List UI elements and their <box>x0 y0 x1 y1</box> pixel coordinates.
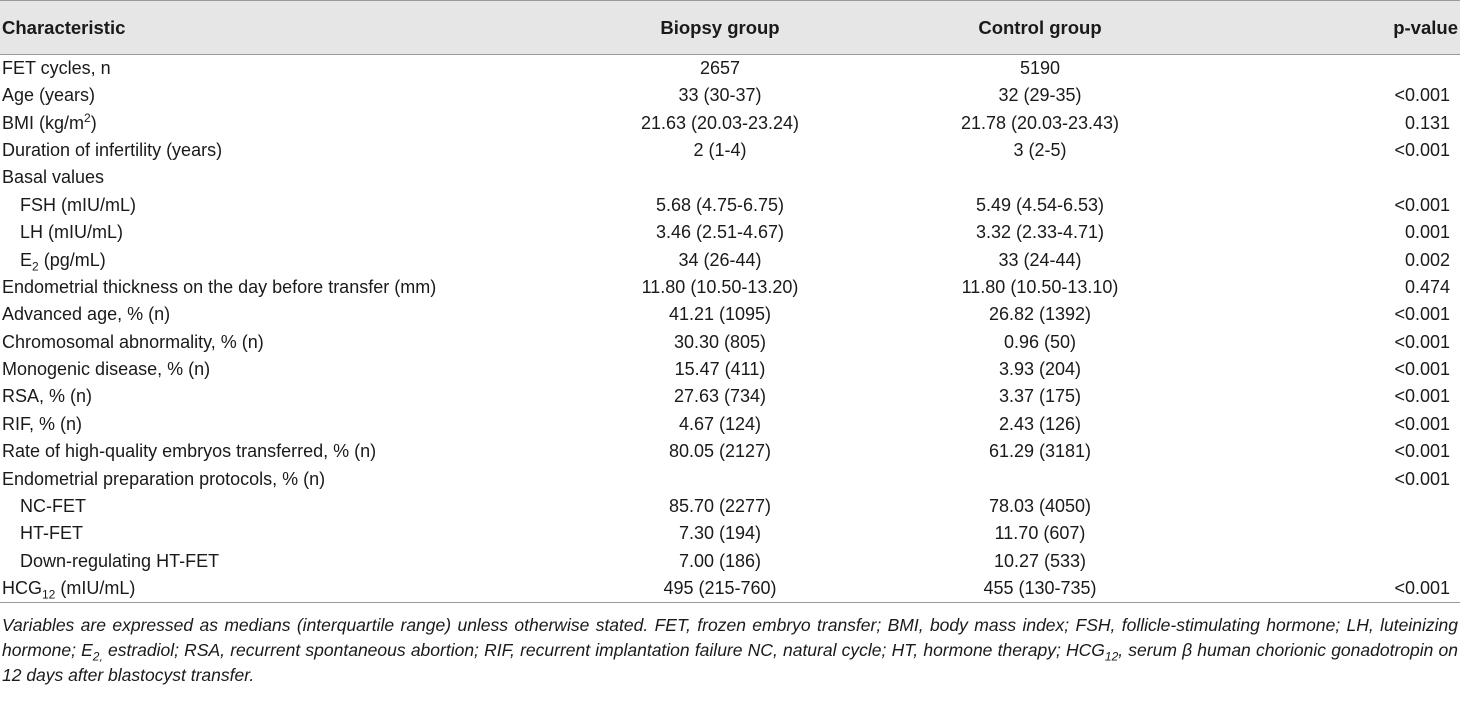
cell-control: 5190 <box>1019 58 1061 78</box>
row-label <box>0 82 560 109</box>
cell-biopsy: 34 (26-44) <box>678 249 762 270</box>
row-label <box>0 356 560 383</box>
row-label-text: Duration of infertility (years) <box>2 139 223 160</box>
footnote-part-2: estradiol; RSA, recurrent spontaneous abortion; RIF, recurrent implantation failure NC, natural cycle; HT, hormone therapy; HCG <box>102 640 1105 661</box>
cell-control: 455 (130-735) <box>880 575 1200 603</box>
row-label <box>0 109 560 136</box>
row-label <box>0 301 560 328</box>
row-label <box>0 55 560 83</box>
table-header <box>0 1 1460 55</box>
row-label <box>0 164 560 191</box>
cell-p-value <box>1200 164 1460 191</box>
cell-p-value: <0.001 <box>1394 441 1450 462</box>
table-row <box>0 274 1460 301</box>
row-label-text: Chromosomal abnormality, % (n) <box>2 331 264 352</box>
table-row <box>0 493 1460 520</box>
cell-control: 3 (2-5) <box>1013 139 1067 160</box>
cell-p-value <box>1200 493 1460 520</box>
row-label-text: E <box>20 249 33 270</box>
cell-control: 5.49 (4.54-6.53) <box>975 194 1105 215</box>
cell-control: 10.27 (533) <box>993 550 1087 571</box>
row-label-tail: ) <box>90 112 97 133</box>
cell-biopsy: 85.70 (2277) <box>668 496 772 517</box>
table-row <box>0 164 1460 191</box>
row-label-text: BMI (kg/m <box>2 112 85 133</box>
footnote-sub-1: 2, <box>92 649 103 664</box>
row-label <box>0 219 560 246</box>
header-row <box>0 1 1460 55</box>
table-row <box>0 192 1460 219</box>
table-row <box>0 356 1460 383</box>
row-label <box>0 493 560 520</box>
cell-biopsy: 33 (30-37) <box>678 85 762 106</box>
cell-p-value: <0.001 <box>1394 413 1450 434</box>
table-body <box>0 55 1460 603</box>
table-row <box>0 246 1460 273</box>
cell-p-value: 0.131 <box>1404 112 1450 133</box>
table-row <box>0 520 1460 547</box>
table-row <box>0 329 1460 356</box>
table-row <box>0 465 1460 492</box>
header-control-group: Control group <box>880 1 1200 55</box>
cell-control: 61.29 (3181) <box>988 441 1092 462</box>
cell-biopsy: 7.00 (186) <box>678 550 762 571</box>
row-label-text: Monogenic disease, % (n) <box>2 359 211 380</box>
cell-p-value: <0.001 <box>1394 304 1450 325</box>
cell-control: 26.82 (1392) <box>988 304 1092 325</box>
cell-biopsy: 30.30 (805) <box>673 331 767 352</box>
cell-control: 2.43 (126) <box>998 413 1082 434</box>
row-label-text: NC-FET <box>20 496 86 517</box>
cell-control <box>880 465 1200 492</box>
cell-biopsy: 7.30 (194) <box>678 523 762 544</box>
row-label-text: Rate of high-quality embryos transferred, % (n) <box>2 441 377 462</box>
cell-control: 0.96 (50) <box>1003 331 1077 352</box>
cell-control: 3.93 (204) <box>998 359 1082 380</box>
footnote-sub-2: 12 <box>1104 649 1119 664</box>
row-label <box>0 575 560 603</box>
row-label-text: HT-FET <box>20 523 83 544</box>
cell-p-value: <0.001 <box>1394 386 1450 407</box>
table-row <box>0 82 1460 109</box>
row-label-text: RSA, % (n) <box>2 386 93 407</box>
cell-p-value: <0.001 <box>1394 194 1450 215</box>
cell-p-value: 0.474 <box>1404 276 1450 297</box>
cell-control: 33 (24-44) <box>998 249 1082 270</box>
row-label-text: Basal values <box>2 167 105 188</box>
cell-control <box>880 164 1200 191</box>
row-label-superscript: 2 <box>84 110 91 125</box>
row-label <box>0 465 560 492</box>
row-label-text: HCG <box>2 578 42 599</box>
cell-control: 32 (29-35) <box>998 85 1082 106</box>
row-label <box>0 411 560 438</box>
table-row <box>0 219 1460 246</box>
header-p-value: p-value <box>1200 1 1460 55</box>
cell-p-value: <0.001 <box>1394 85 1450 106</box>
cell-control: 3.37 (175) <box>998 386 1082 407</box>
table-footnote <box>0 603 1460 688</box>
cell-control: 11.70 (607) <box>994 523 1086 544</box>
cell-biopsy: 495 (215-760) <box>560 575 880 603</box>
row-label-subscript: 2 <box>32 259 39 274</box>
cell-biopsy: 80.05 (2127) <box>668 441 772 462</box>
table-row <box>0 383 1460 410</box>
row-label <box>0 246 560 273</box>
row-label-text: FSH (mIU/mL) <box>20 194 136 215</box>
cell-p-value <box>1200 548 1460 575</box>
cell-p-value: 0.001 <box>1404 222 1450 243</box>
row-label-text: RIF, % (n) <box>2 413 83 434</box>
cell-biopsy: 11.80 (10.50-13.20) <box>641 276 799 297</box>
header-biopsy-group: Biopsy group <box>560 1 880 55</box>
cell-biopsy: 5.68 (4.75-6.75) <box>655 194 785 215</box>
row-label-text: Advanced age, % (n) <box>2 304 171 325</box>
cell-control: 3.32 (2.33-4.71) <box>975 222 1105 243</box>
cell-biopsy: 2657 <box>699 58 741 78</box>
cell-biopsy: 3.46 (2.51-4.67) <box>655 222 785 243</box>
cell-p-value: <0.001 <box>1200 575 1460 603</box>
row-label-tail: (mIU/mL) <box>55 578 136 599</box>
table-row <box>0 548 1460 575</box>
row-label-text: Age (years) <box>2 85 96 106</box>
header-characteristic: Characteristic <box>0 1 560 55</box>
cell-biopsy <box>560 465 880 492</box>
row-label <box>0 192 560 219</box>
table-row <box>0 411 1460 438</box>
cell-control: 11.80 (10.50-13.10) <box>961 276 1119 297</box>
row-label-text: Down-regulating HT-FET <box>20 550 220 571</box>
row-label <box>0 438 560 465</box>
cell-p-value: <0.001 <box>1394 331 1450 352</box>
row-label <box>0 137 560 164</box>
cell-p-value: 0.002 <box>1404 249 1450 270</box>
cell-p-value: <0.001 <box>1394 359 1450 380</box>
table-row <box>0 109 1460 136</box>
row-label <box>0 520 560 547</box>
cell-p-value <box>1200 520 1460 547</box>
table-row <box>0 55 1460 83</box>
table-row <box>0 575 1460 603</box>
row-label-tail: (pg/mL) <box>38 249 106 270</box>
footnote-part-1: Variables are expressed as medians (interquartile range) unless otherwise stated. FET, frozen embryo transfer; BMI, body mass index; FSH, follicle-stimulating hormone; LH, luteinizing hormone; E <box>2 615 1458 661</box>
table-row <box>0 301 1460 328</box>
row-label-subscript: 12 <box>42 587 56 602</box>
cell-control: 78.03 (4050) <box>988 496 1092 517</box>
row-label <box>0 383 560 410</box>
cell-biopsy: 15.47 (411) <box>674 359 766 380</box>
row-label <box>0 274 560 301</box>
cell-biopsy: 21.63 (20.03-23.24) <box>640 112 800 133</box>
cell-p-value <box>1200 55 1460 83</box>
cell-biopsy: 4.67 (124) <box>678 413 762 434</box>
cell-p-value: <0.001 <box>1394 468 1450 489</box>
row-label <box>0 329 560 356</box>
cell-biopsy: 2 (1-4) <box>693 139 747 160</box>
table-row <box>0 438 1460 465</box>
cell-biopsy: 27.63 (734) <box>673 386 767 407</box>
row-label-text: Endometrial preparation protocols, % (n) <box>2 468 326 489</box>
cell-biopsy <box>560 164 880 191</box>
footnote-part-3: , serum β human chorionic gonadotropin on 12 days after blastocyst transfer. <box>2 640 1459 686</box>
cell-p-value: <0.001 <box>1394 139 1450 160</box>
row-label-text: Endometrial thickness on the day before transfer (mm) <box>2 276 437 297</box>
table-row <box>0 137 1460 164</box>
cell-biopsy: 41.21 (1095) <box>668 304 772 325</box>
row-label <box>0 548 560 575</box>
row-label-text: LH (mIU/mL) <box>20 222 123 243</box>
cell-control: 21.78 (20.03-23.43) <box>960 112 1120 133</box>
row-label-text: FET cycles, n <box>2 58 111 78</box>
